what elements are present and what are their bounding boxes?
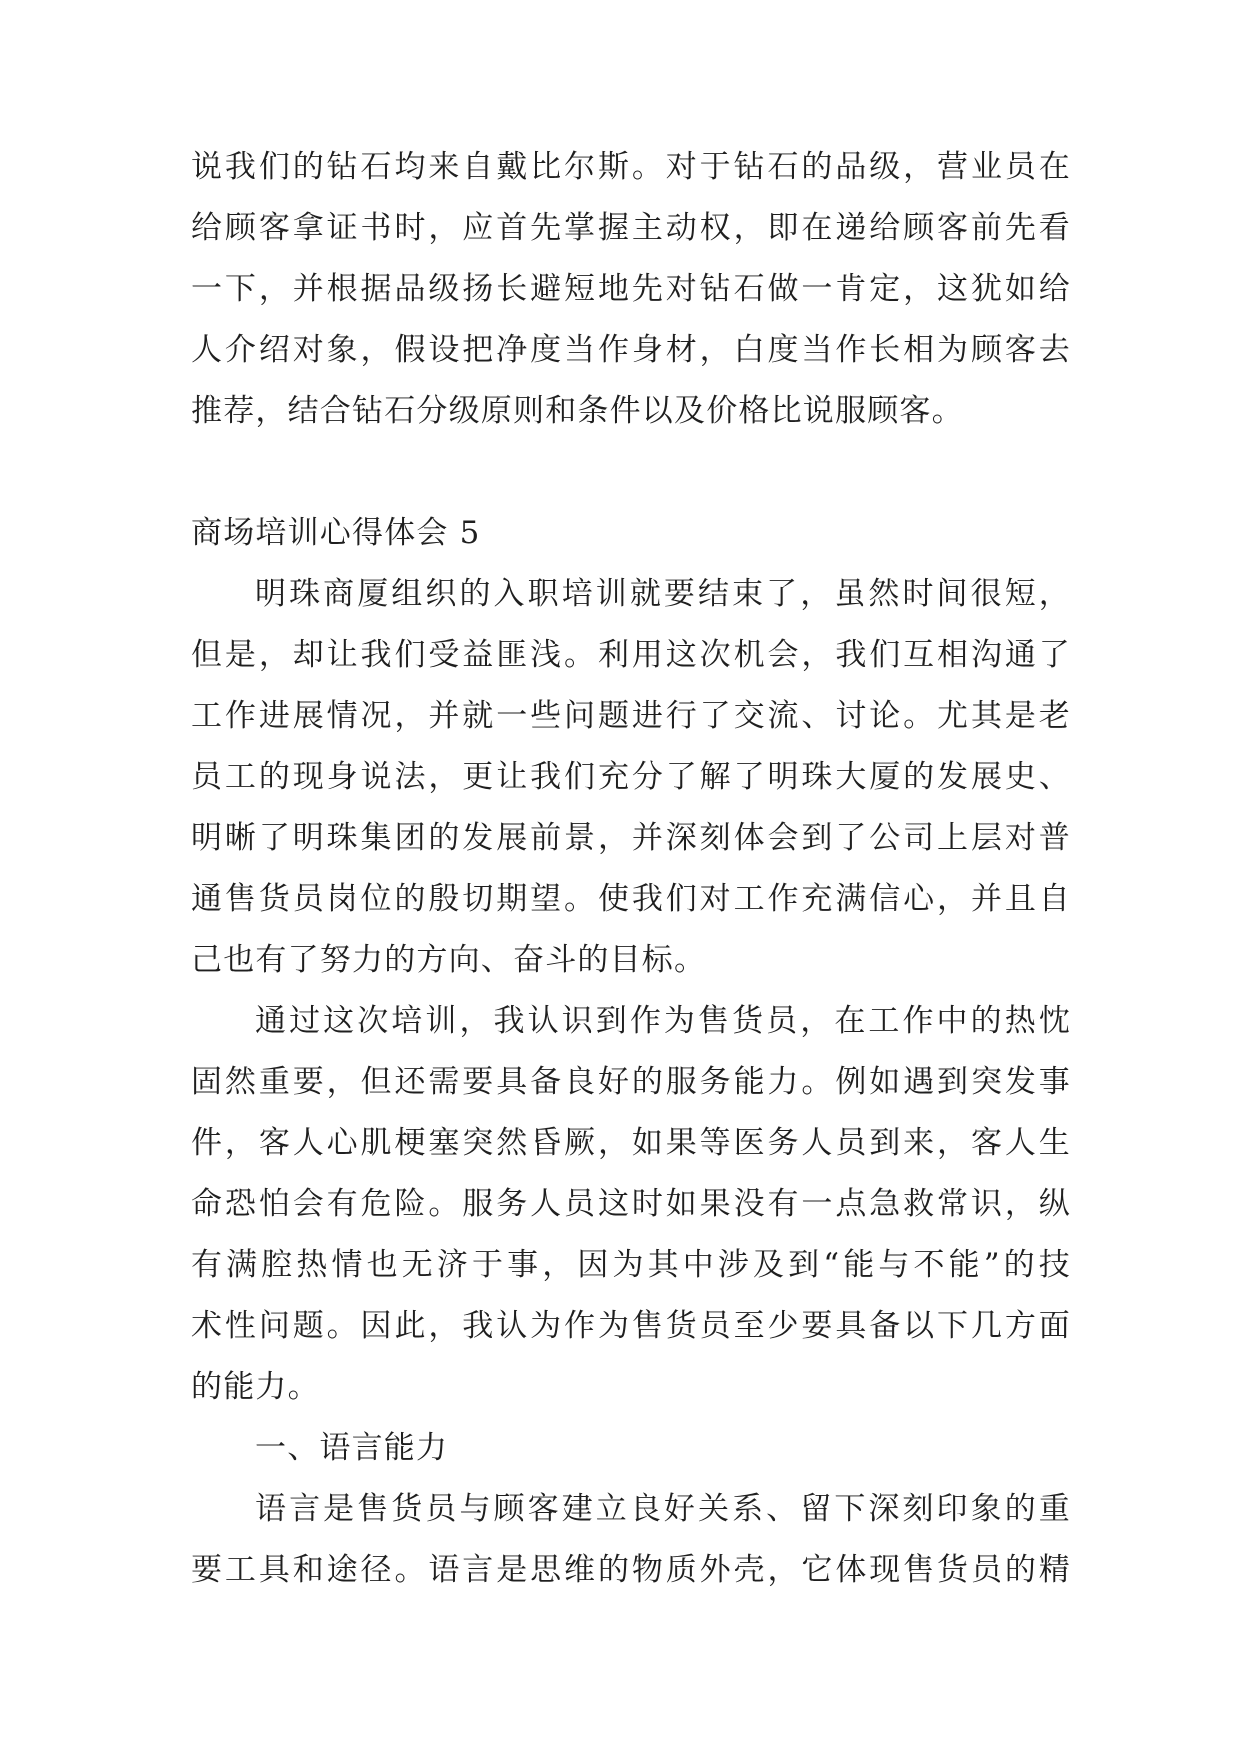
text-line: 要工具和途径。语言是思维的物质外壳，它体现售货员的精 <box>191 1552 1071 1588</box>
text-line: 推荐，结合钻石分级原则和条件以及价格比说服顾客。 <box>191 393 964 429</box>
text-line: 语言是售货员与顾客建立良好关系、留下深刻印象的重 <box>255 1491 1071 1527</box>
text-line: 命恐怕会有危险。服务人员这时如果没有一点急救常识，纵 <box>191 1186 1071 1222</box>
subheading: 一、语言能力 <box>255 1430 449 1466</box>
paragraph-service-ability <box>191 991 1071 1418</box>
text-line: 件，客人心肌梗塞突然昏厥，如果等医务人员到来，客人生 <box>191 1125 1071 1161</box>
text-line: 通售货员岗位的殷切期望。使我们对工作充满信心，并且自 <box>191 881 1071 917</box>
section-title: 商场培训心得体会 5 <box>191 515 481 551</box>
text-line: 的能力。 <box>191 1369 320 1405</box>
subheading-language-ability <box>191 1418 1071 1479</box>
paragraph-diamond-grading <box>191 137 1071 442</box>
text-line: 术性问题。因此，我认为作为售货员至少要具备以下几方面 <box>191 1308 1071 1344</box>
text-line: 明珠商厦组织的入职培训就要结束了，虽然时间很短， <box>255 576 1071 612</box>
paragraph-training-intro <box>191 564 1071 991</box>
text-line: 通过这次培训，我认识到作为售货员，在工作中的热忱 <box>255 1003 1071 1039</box>
paragraph-language <box>191 1479 1071 1601</box>
text-line: 员工的现身说法，更让我们充分了解了明珠大厦的发展史、 <box>191 759 1071 795</box>
text-line: 一下，并根据品级扬长避短地先对钻石做一肯定，这犹如给 <box>191 271 1071 307</box>
text-line: 说我们的钻石均来自戴比尔斯。对于钻石的品级，营业员在 <box>191 149 1071 185</box>
text-line: 有满腔热情也无济于事，因为其中涉及到“能与不能”的技 <box>191 1247 1071 1283</box>
text-line: 人介绍对象，假设把净度当作身材，白度当作长相为顾客去 <box>191 332 1071 368</box>
text-line: 己也有了努力的方向、奋斗的目标。 <box>191 942 707 978</box>
text-line: 明晰了明珠集团的发展前景，并深刻体会到了公司上层对普 <box>191 820 1071 856</box>
text-line: 给顾客拿证书时，应首先掌握主动权，即在递给顾客前先看 <box>191 210 1071 246</box>
text-line: 固然重要，但还需要具备良好的服务能力。例如遇到突发事 <box>191 1064 1071 1100</box>
text-line: 工作进展情况，并就一些问题进行了交流、讨论。尤其是老 <box>191 698 1071 734</box>
text-line: 但是，却让我们受益匪浅。利用这次机会，我们互相沟通了 <box>191 637 1071 673</box>
